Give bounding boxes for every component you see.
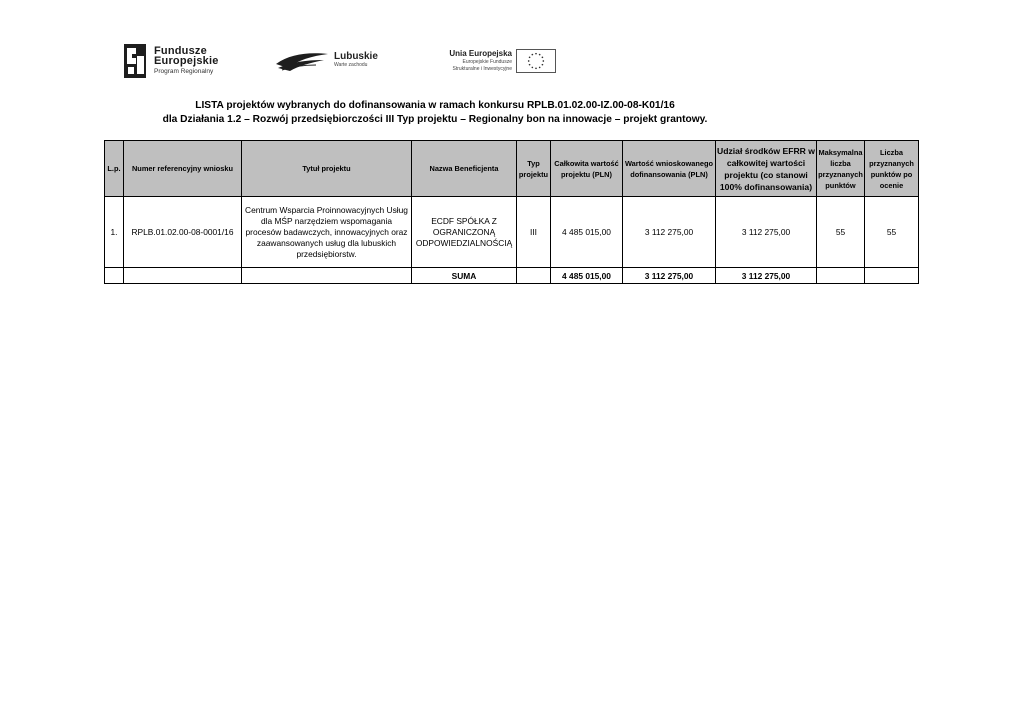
cell-points: 55: [865, 197, 919, 268]
project-list-table: [104, 140, 919, 284]
table-row: [105, 197, 919, 268]
header-requested: Wartość wnioskowanego dofinansowania (PLN): [623, 141, 716, 197]
header-title: Tytuł projektu: [242, 141, 412, 197]
sum-total-value: 4 485 015,00: [551, 268, 623, 284]
header-points: Liczba przyznanych punktów po ocenie: [865, 141, 919, 197]
header-number: Numer referencyjny wniosku: [124, 141, 242, 197]
unia-europejska-logo: [436, 48, 566, 78]
lubuskie-tagline: Warte zachodu: [334, 62, 368, 68]
header-type: Typ projektu: [517, 141, 551, 197]
document-title: [150, 99, 720, 127]
cell-type: III: [517, 197, 551, 268]
fundusze-europejskie-logo: [124, 44, 244, 84]
cell-total-value: 4 485 015,00: [551, 197, 623, 268]
header-total-value: Całkowita wartość projektu (PLN): [551, 141, 623, 197]
eu-flag-icon: [516, 49, 556, 73]
lubuskie-name: Lubuskie: [334, 51, 378, 62]
title-line-2: dla Działania 1.2 – Rozwój przedsiębiorczości III Typ projektu – Regionalny bon na innowacje – projekt grantowy.: [162, 114, 708, 125]
lubuskie-logo: [274, 48, 394, 78]
sum-label: SUMA: [412, 268, 517, 284]
cell-max-points: 55: [817, 197, 865, 268]
cell-beneficiary: ECDF SPÓŁKA Z OGRANICZONĄ ODPOWIEDZIALNOŚCIĄ: [412, 197, 517, 268]
header-max-points: Maksymalna liczba przyznanych punktów: [817, 141, 865, 197]
ue-logo-line1: Unia Europejska: [449, 49, 512, 58]
fe-logo-line1: Fundusze: [154, 45, 207, 57]
cell-lp: 1.: [105, 197, 124, 268]
header-efrr: Udział środków EFRR w całkowitej wartości projektu (co stanowi 100% dofinansowania): [716, 141, 817, 197]
header-lp: L.p.: [105, 141, 124, 197]
cell-number: RPLB.01.02.00-08-0001/16: [124, 197, 242, 268]
sum-efrr: 3 112 275,00: [716, 268, 817, 284]
fe-logo-line2: Europejskie: [154, 55, 219, 67]
table-header-row: [105, 141, 919, 197]
logo-bar: [118, 40, 568, 84]
ue-logo-line2: Europejskie Fundusze: [462, 59, 512, 65]
fundusze-europejskie-mark-icon: [124, 44, 146, 78]
lubuskie-swoosh-icon: [274, 50, 330, 72]
table-sum-row: [105, 268, 919, 284]
sum-requested: 3 112 275,00: [623, 268, 716, 284]
ue-logo-line3: Strukturalne i Inwestycyjne: [452, 66, 512, 72]
cell-efrr: 3 112 275,00: [716, 197, 817, 268]
fe-logo-line3: Program Regionalny: [154, 68, 214, 75]
cell-requested: 3 112 275,00: [623, 197, 716, 268]
title-line-1: LISTA projektów wybranych do dofinansowania w ramach konkursu RPLB.01.02.00-IZ.00-08-K01/16: [195, 100, 675, 111]
header-beneficiary: Nazwa Beneficjenta: [412, 141, 517, 197]
cell-title: Centrum Wsparcia Proinnowacyjnych Usług dla MŚP narzędziem wspomagania procesów badawczych, innowacyjnych oraz zaawansowanych usług dla lubuskich przedsiębiorstw.: [242, 197, 412, 268]
